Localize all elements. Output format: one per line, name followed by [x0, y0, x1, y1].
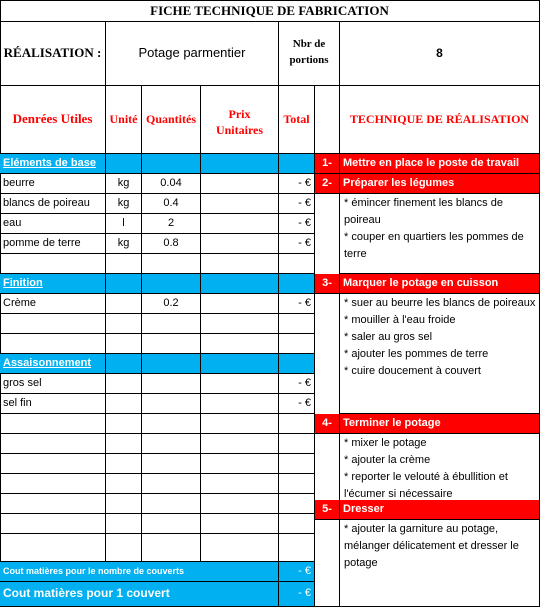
empty-cell[interactable]: [142, 314, 201, 334]
empty-cell[interactable]: [0, 534, 106, 562]
ingredient-unit[interactable]: [106, 374, 142, 394]
col-prix: Prix Unitaires: [201, 86, 279, 154]
ingredient-total: - €: [279, 214, 315, 234]
ingredient-qty[interactable]: [142, 394, 201, 414]
empty-cell[interactable]: [0, 494, 106, 514]
empty-cell[interactable]: [201, 254, 279, 274]
empty-cell[interactable]: [0, 254, 106, 274]
portions-value[interactable]: 8: [340, 22, 540, 86]
ingredient-price[interactable]: [201, 194, 279, 214]
empty-cell[interactable]: [0, 434, 106, 454]
empty-cell[interactable]: [0, 414, 106, 434]
empty-cell[interactable]: [201, 514, 279, 534]
empty-cell[interactable]: [142, 494, 201, 514]
col-denrees: Denrées Utiles: [0, 86, 106, 154]
step-title: Terminer le potage: [340, 414, 540, 434]
empty-cell[interactable]: [142, 434, 201, 454]
ingredient-price[interactable]: [201, 174, 279, 194]
blue-cell: [201, 274, 279, 294]
empty-cell[interactable]: [106, 314, 142, 334]
empty-cell[interactable]: [201, 314, 279, 334]
ingredient-price[interactable]: [201, 394, 279, 414]
ingredient-price[interactable]: [201, 214, 279, 234]
col-unite: Unité: [106, 86, 142, 154]
step-number: 5-: [315, 500, 340, 520]
step-lines[interactable]: [340, 294, 540, 414]
empty-cell[interactable]: [142, 474, 201, 494]
recipe-name[interactable]: Potage parmentier: [106, 22, 279, 86]
step-lines[interactable]: [340, 520, 540, 580]
empty-cell[interactable]: [106, 414, 142, 434]
ingredient-name[interactable]: blancs de poireau: [0, 194, 106, 214]
realisation-label: RÉALISATION :: [0, 22, 106, 86]
empty-cell[interactable]: [279, 534, 315, 562]
cost-one-label: Cout matières pour 1 couvert: [0, 582, 279, 607]
empty-cell[interactable]: [201, 434, 279, 454]
step-number: 2-: [315, 174, 340, 194]
empty-cell[interactable]: [279, 434, 315, 454]
step-title: Préparer les légumes: [340, 174, 540, 194]
blue-cell: [279, 354, 315, 374]
ingredient-total: - €: [279, 374, 315, 394]
empty-cell[interactable]: [142, 534, 201, 562]
step-line: * mixer le potage: [344, 437, 427, 449]
col-total: Total: [279, 86, 315, 154]
empty-cell[interactable]: [279, 514, 315, 534]
ingredient-name[interactable]: Crème: [0, 294, 106, 314]
empty-cell[interactable]: [106, 254, 142, 274]
blue-cell: [142, 354, 201, 374]
empty-cell[interactable]: [201, 474, 279, 494]
ingredient-qty[interactable]: 0.4: [142, 194, 201, 214]
empty-cell[interactable]: [201, 414, 279, 434]
ingredient-qty[interactable]: 0.04: [142, 174, 201, 194]
step-lines[interactable]: [340, 194, 540, 274]
step-line: * saler au gros sel: [344, 331, 433, 343]
step-line: * couper en quartiers les pommes de terre: [344, 231, 524, 260]
col-step-num: [315, 86, 340, 154]
portions-label: Nbr de portions: [279, 22, 340, 86]
col-quantites: Quantités: [142, 86, 201, 154]
empty-cell[interactable]: [201, 534, 279, 562]
step-line: * ajouter les pommes de terre: [344, 348, 489, 360]
ingredient-name[interactable]: gros sel: [0, 374, 106, 394]
step-title: Dresser: [340, 500, 540, 520]
empty-cell[interactable]: [142, 514, 201, 534]
blue-cell: [201, 354, 279, 374]
step-line: * suer au beurre les blancs de poireaux: [344, 297, 536, 309]
step-number: 4-: [315, 414, 340, 434]
step-title: Marquer le potage en cuisson: [340, 274, 540, 294]
ingredient-unit[interactable]: [106, 294, 142, 314]
empty-cell[interactable]: [106, 454, 142, 474]
empty-cell[interactable]: [279, 334, 315, 354]
empty-cell[interactable]: [201, 334, 279, 354]
ingredient-price[interactable]: [201, 374, 279, 394]
empty-cell[interactable]: [279, 414, 315, 434]
ingredient-qty[interactable]: 2: [142, 214, 201, 234]
empty-cell[interactable]: [106, 334, 142, 354]
empty-cell[interactable]: [279, 314, 315, 334]
empty-cell[interactable]: [0, 314, 106, 334]
blue-cell: [142, 154, 201, 174]
empty-cell[interactable]: [279, 454, 315, 474]
blue-cell: [142, 274, 201, 294]
cost-one-value: - €: [279, 582, 315, 607]
blue-cell: [201, 154, 279, 174]
blue-cell: [106, 274, 142, 294]
step-line: * reporter le velouté à ébullition et l'écumer si nécessaire: [344, 471, 508, 500]
col-technique: TECHNIQUE DE RÉALISATION: [340, 86, 540, 154]
step-title: Mettre en place le poste de travail: [340, 154, 540, 174]
empty-cell[interactable]: [142, 414, 201, 434]
ingredient-name[interactable]: sel fin: [0, 394, 106, 414]
step-line: * ajouter la garniture au potage, mélanger délicatement et dresser le potage: [344, 523, 519, 569]
ingredient-qty[interactable]: 0.2: [142, 294, 201, 314]
step-number: 3-: [315, 274, 340, 294]
ingredient-price[interactable]: [201, 294, 279, 314]
ingredient-price[interactable]: [201, 234, 279, 254]
empty-cell[interactable]: [106, 474, 142, 494]
empty-cell[interactable]: [142, 254, 201, 274]
step-number: 1-: [315, 154, 340, 174]
ingredient-total: - €: [279, 294, 315, 314]
empty-cell[interactable]: [279, 254, 315, 274]
ingredient-total: - €: [279, 394, 315, 414]
step-line: * ajouter la crème: [344, 454, 431, 466]
step-lines[interactable]: [340, 434, 540, 500]
empty-cell[interactable]: [279, 474, 315, 494]
empty-cell[interactable]: [106, 534, 142, 562]
empty-cell[interactable]: [142, 454, 201, 474]
ingredient-name[interactable]: eau: [0, 214, 106, 234]
ingredient-qty[interactable]: 0.8: [142, 234, 201, 254]
empty-cell[interactable]: [0, 454, 106, 474]
cost-couverts-value: - €: [279, 562, 315, 582]
section-finition: Finition: [0, 274, 106, 294]
empty-cell[interactable]: [106, 434, 142, 454]
page-title: FICHE TECHNIQUE DE FABRICATION: [0, 0, 540, 22]
empty-cell[interactable]: [0, 474, 106, 494]
ingredient-unit[interactable]: l: [106, 214, 142, 234]
ingredient-unit[interactable]: kg: [106, 234, 142, 254]
empty-cell[interactable]: [0, 334, 106, 354]
empty-cell[interactable]: [106, 514, 142, 534]
blue-cell: [106, 354, 142, 374]
step-num-column: [315, 154, 340, 607]
step-line: * cuire doucement à couvert: [344, 365, 481, 377]
blue-cell: [106, 154, 142, 174]
ingredient-unit[interactable]: kg: [106, 174, 142, 194]
ingredient-unit[interactable]: kg: [106, 194, 142, 214]
blue-cell: [279, 274, 315, 294]
step-line: * mouiller à l'eau froide: [344, 314, 456, 326]
empty-cell[interactable]: [201, 494, 279, 514]
empty-cell[interactable]: [201, 454, 279, 474]
blue-cell: [279, 154, 315, 174]
ingredient-name[interactable]: pomme de terre: [0, 234, 106, 254]
cost-couverts-label: Cout matières pour le nombre de couverts: [0, 562, 279, 582]
ingredient-total: - €: [279, 234, 315, 254]
section-assaisonnement: Assaisonnement: [0, 354, 106, 374]
ingredient-total: - €: [279, 174, 315, 194]
ingredient-total: - €: [279, 194, 315, 214]
empty-cell[interactable]: [279, 494, 315, 514]
step-line: * émincer finement les blancs de poireau: [344, 197, 503, 226]
empty-cell[interactable]: [142, 334, 201, 354]
section-base: Eléments de base: [0, 154, 106, 174]
empty-cell[interactable]: [0, 514, 106, 534]
ingredient-unit[interactable]: [106, 394, 142, 414]
empty-cell[interactable]: [106, 494, 142, 514]
ingredient-qty[interactable]: [142, 374, 201, 394]
ingredient-name[interactable]: beurre: [0, 174, 106, 194]
